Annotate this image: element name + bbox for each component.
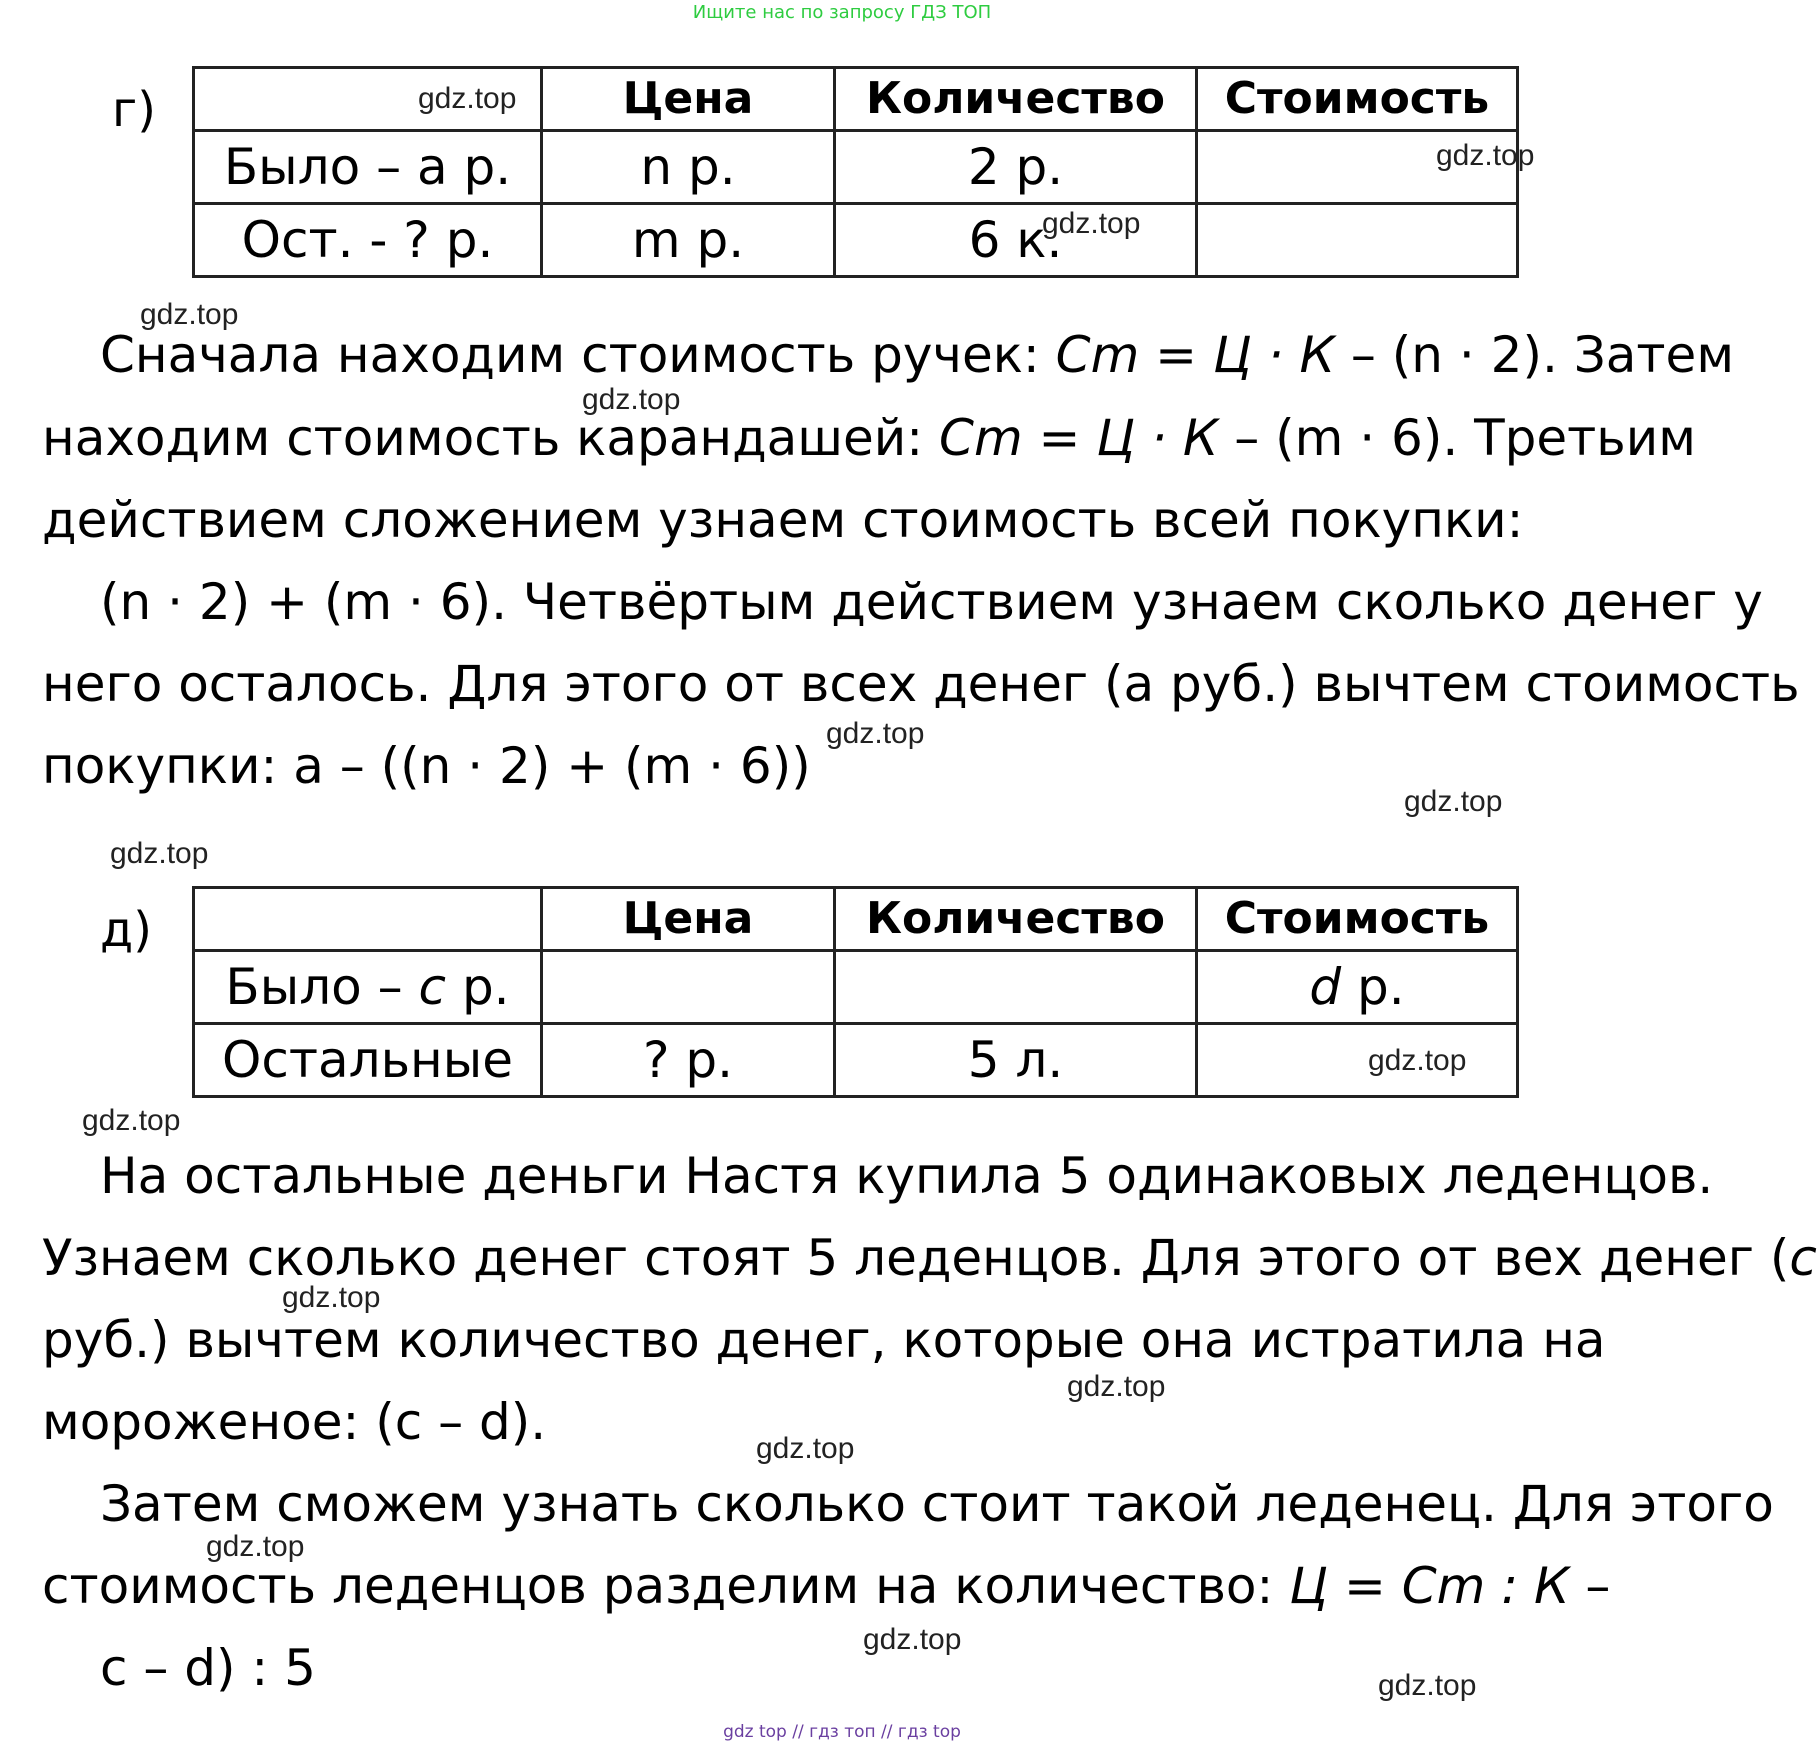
section-g-label: г): [112, 82, 156, 138]
table-d: [192, 886, 1519, 1098]
header-cell-price: Цена: [542, 888, 835, 951]
watermark: gdz.top: [418, 82, 517, 115]
paragraph-line: мороженое: (c – d).: [42, 1393, 547, 1451]
paragraph-line: стоимость леденцов разделим на количество: Ц = Cm : К –: [42, 1557, 1611, 1615]
table-cell: Остальные: [194, 1024, 542, 1097]
watermark: gdz.top: [282, 1281, 381, 1314]
table-row: [194, 951, 1518, 1024]
table-cell: [1197, 204, 1518, 277]
watermark: gdz.top: [140, 298, 239, 331]
table-cell: Ост. - ? р.: [194, 204, 542, 277]
table-cell: [835, 951, 1197, 1024]
paragraph-line: Узнаем сколько денег стоят 5 леденцов. Для этого от вех денег (c: [42, 1229, 1817, 1287]
header-banner[interactable]: Ищите нас по запросу ГДЗ ТОП: [692, 2, 992, 23]
header-cell-quantity: Количество: [835, 68, 1197, 131]
watermark: gdz.top: [1378, 1669, 1477, 1702]
table-cell: 5 л.: [835, 1024, 1197, 1097]
paragraph-line: Затем сможем узнать сколько стоит такой леденец. Для этого: [100, 1475, 1774, 1533]
table-cell: n р.: [542, 131, 835, 204]
table-header-row: [194, 68, 1518, 131]
watermark: gdz.top: [206, 1530, 305, 1563]
table-cell: [542, 951, 835, 1024]
table-row: [194, 204, 1518, 277]
table-cell: ? р.: [542, 1024, 835, 1097]
paragraph-line: покупки: a – ((n · 2) + (m · 6)): [42, 737, 811, 795]
header-cell-cost: Стоимость: [1197, 888, 1518, 951]
footer-banner[interactable]: gdz top // гдз топ // гдз top: [723, 1722, 961, 1742]
watermark: gdz.top: [1436, 139, 1535, 172]
paragraph-line: (n · 2) + (m · 6). Четвёртым действием узнаем сколько денег у: [100, 573, 1763, 631]
table-g: [192, 66, 1519, 278]
watermark: gdz.top: [110, 837, 209, 870]
watermark: gdz.top: [1067, 1370, 1166, 1403]
table-cell: Было – a р.: [194, 131, 542, 204]
paragraph-line: Сначала находим стоимость ручек: Cm = Ц · К – (n · 2). Затем: [100, 326, 1735, 384]
table-row: [194, 131, 1518, 204]
table-cell: 6 к.: [835, 204, 1197, 277]
table-cell: m р.: [542, 204, 835, 277]
header-cell-quantity: Количество: [835, 888, 1197, 951]
watermark: gdz.top: [1042, 207, 1141, 240]
watermark: gdz.top: [1368, 1044, 1467, 1077]
table-cell: Было – c р.: [194, 951, 542, 1024]
watermark: gdz.top: [82, 1104, 181, 1137]
watermark: gdz.top: [1404, 785, 1503, 818]
table-cell: [1197, 1024, 1518, 1097]
table-row: [194, 1024, 1518, 1097]
header-cell-cost: Стоимость: [1197, 68, 1518, 131]
table-cell: d р.: [1197, 951, 1518, 1024]
table-header-row: [194, 888, 1518, 951]
watermark: gdz.top: [863, 1623, 962, 1656]
watermark: gdz.top: [756, 1432, 855, 1465]
section-d-label: д): [100, 902, 152, 958]
paragraph-line: него осталось. Для этого от всех денег (а руб.) вычтем стоимость: [42, 655, 1800, 713]
watermark: gdz.top: [826, 717, 925, 750]
header-cell-empty: [194, 888, 542, 951]
paragraph-line: руб.) вычтем количество денег, которые она истратила на: [42, 1311, 1606, 1369]
table-cell: 2 р.: [835, 131, 1197, 204]
paragraph-line: На остальные деньги Настя купила 5 одинаковых леденцов.: [100, 1147, 1714, 1205]
header-cell-price: Цена: [542, 68, 835, 131]
watermark: gdz.top: [582, 383, 681, 416]
paragraph-line: находим стоимость карандашей: Cm = Ц · К – (m · 6). Третьим: [42, 409, 1696, 467]
paragraph-line: c – d) : 5: [100, 1639, 316, 1697]
paragraph-line: действием сложением узнаем стоимость всей покупки:: [42, 491, 1524, 549]
